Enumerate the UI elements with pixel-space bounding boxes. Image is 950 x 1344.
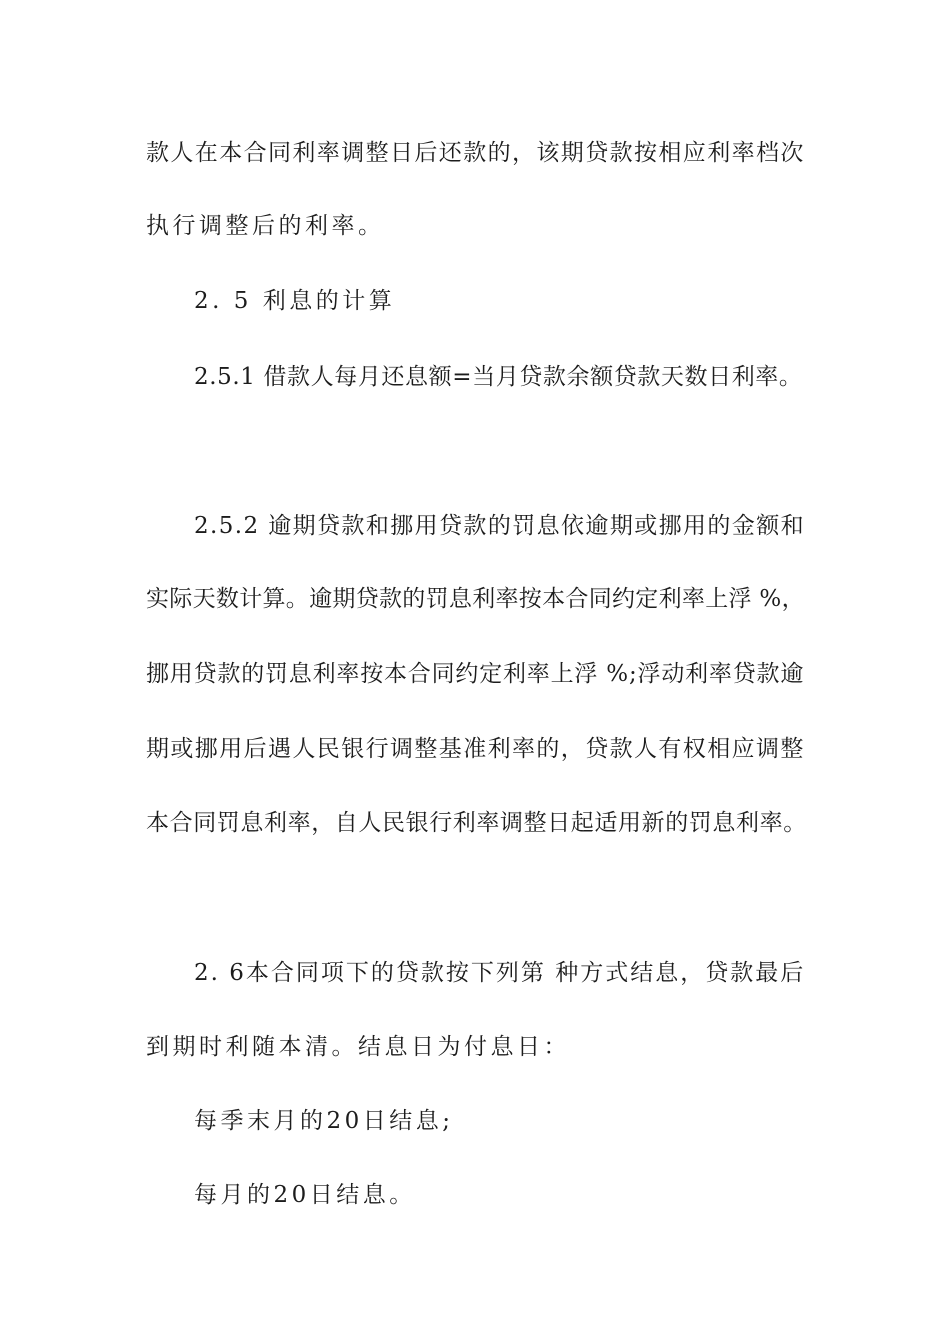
option-quarterly: 每季末月的20日结息; [194,1108,454,1134]
paragraph-line: 期或挪用后遇人民银行调整基准利率的，贷款人有权相应调整 [146,736,805,762]
paragraph-line: 款人在本合同利率调整日后还款的，该期贷款按相应利率档次 [146,140,805,166]
paragraph-line: 执行调整后的利率。 [146,213,385,239]
clause-2-6: 2. 6本合同项下的贷款按下列第 种方式结息，贷款最后 [194,960,806,986]
paragraph-line: 本合同罚息利率，自人民银行利率调整日起适用新的罚息利率。 [146,810,807,836]
paragraph-line: 实际天数计算。逾期贷款的罚息利率按本合同约定利率上浮 %， [146,586,805,612]
paragraph-line: 到期时利随本清。结息日为付息日： [146,1034,570,1060]
clause-2-5-2: 2.5.2 逾期贷款和挪用贷款的罚息依逾期或挪用的金额和 [194,513,806,539]
section-heading: 2. 5 利息的计算 [194,288,396,314]
option-monthly: 每月的20日结息。 [194,1182,416,1208]
clause-2-5-1: 2.5.1 借款人每月还息额=当月贷款余额贷款天数日利率。 [194,364,803,390]
paragraph-line: 挪用贷款的罚息利率按本合同约定利率上浮 %;浮动利率贷款逾 [146,661,805,687]
